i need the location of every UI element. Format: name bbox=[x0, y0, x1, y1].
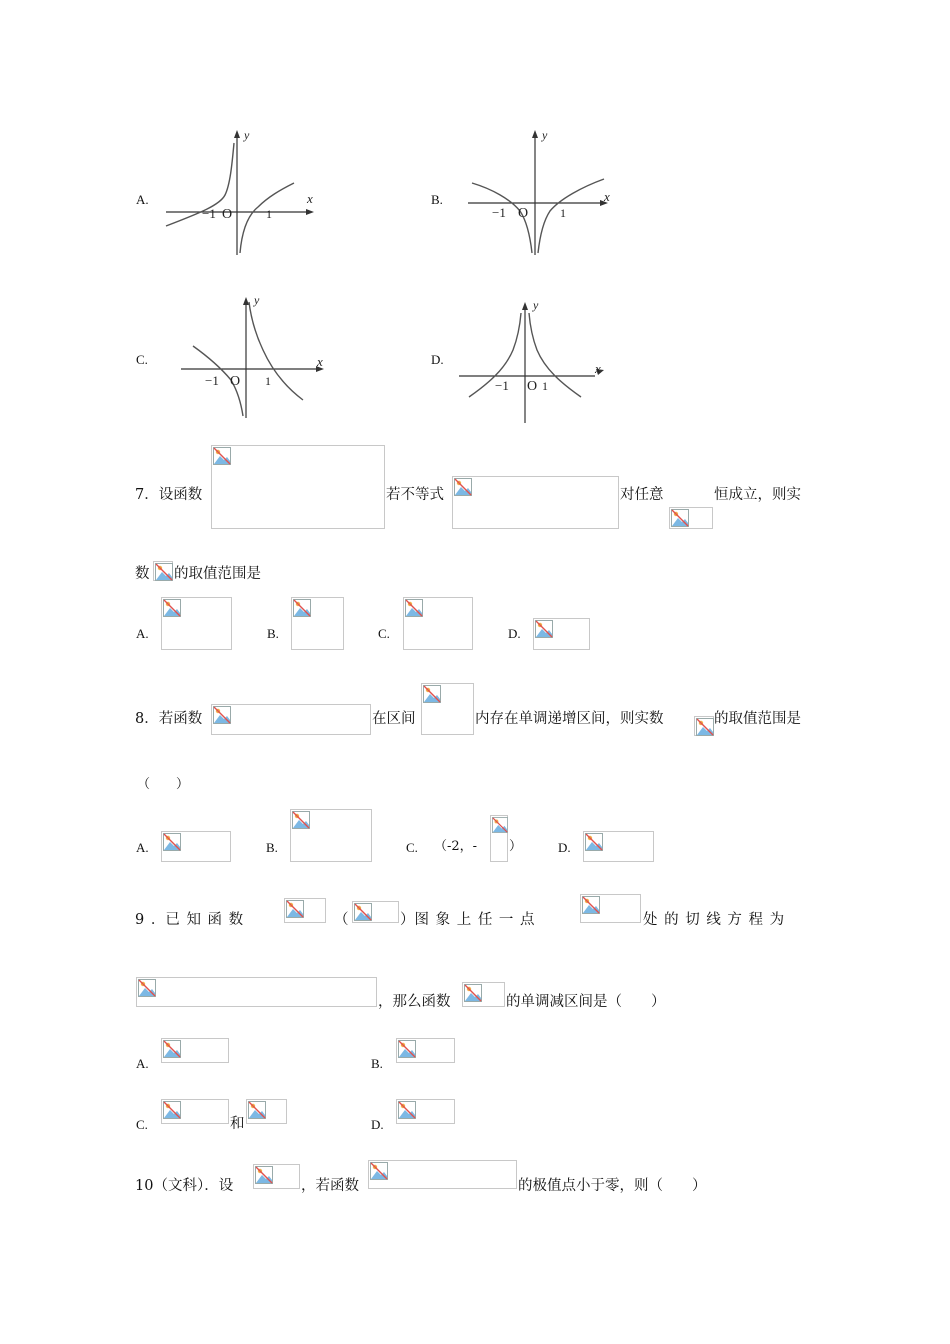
q9-option-b-label: B. bbox=[371, 1056, 383, 1071]
broken-image-icon bbox=[423, 685, 441, 703]
q7-option-c-label: C. bbox=[378, 626, 390, 641]
q10-variable-image bbox=[253, 1164, 300, 1189]
graph-d-origin: O bbox=[527, 379, 538, 394]
broken-image-icon bbox=[163, 1101, 181, 1119]
q7-inequality-image bbox=[452, 476, 619, 529]
broken-image-icon bbox=[354, 903, 372, 921]
graph-d-tick-1: 1 bbox=[542, 379, 548, 393]
broken-image-icon bbox=[454, 478, 472, 496]
q8-text-4: 的取值范围是 bbox=[714, 711, 801, 727]
broken-image-icon bbox=[696, 718, 714, 736]
q9-option-c-and: 和 bbox=[230, 1116, 245, 1132]
q9-option-c-label: C. bbox=[136, 1117, 148, 1132]
graph-a-tick-1: 1 bbox=[266, 207, 272, 221]
broken-image-icon bbox=[292, 811, 310, 829]
broken-image-icon bbox=[155, 563, 173, 581]
graph-c-tick-neg1: −1 bbox=[205, 373, 219, 388]
q8-option-a-image bbox=[161, 831, 231, 862]
q8-option-d-label: D. bbox=[558, 840, 571, 855]
q9-option-b-image bbox=[396, 1038, 455, 1063]
q9-text-3: ）图 象 上 任 一 点 bbox=[400, 912, 535, 928]
q8-variable-image bbox=[694, 716, 714, 736]
broken-image-icon bbox=[582, 896, 600, 914]
q9-option-a-label: A. bbox=[136, 1056, 149, 1071]
graph-c-y-label: y bbox=[254, 293, 260, 307]
q7-function-formula-image bbox=[211, 445, 385, 529]
graph-a-tick-neg1: −1 bbox=[202, 206, 216, 221]
q10-text-2: ，若函数 bbox=[301, 1178, 359, 1194]
q7-option-d-label: D. bbox=[508, 626, 521, 641]
broken-image-icon bbox=[398, 1040, 416, 1058]
graph-b-origin: O bbox=[518, 206, 529, 221]
q8-text-3: 内存在单调递增区间，则实数 bbox=[475, 711, 664, 727]
broken-image-icon bbox=[138, 979, 156, 997]
q7-option-b-label: B. bbox=[267, 626, 279, 641]
q9-condition-image bbox=[352, 901, 399, 923]
broken-image-icon bbox=[286, 900, 304, 918]
q9-function-image bbox=[284, 898, 326, 923]
q8-option-b-image bbox=[290, 809, 372, 862]
q9-option-c-image-2 bbox=[246, 1099, 287, 1124]
q7-text-3: 对任意 bbox=[620, 487, 664, 503]
graph-d-x-label: x bbox=[595, 361, 601, 376]
q10-text-1: 10（文科）．设 bbox=[135, 1178, 234, 1194]
q7-text-4: 恒成立，则实 bbox=[714, 487, 801, 503]
graph-c-tick-1: 1 bbox=[265, 374, 271, 388]
q8-option-c-text: （-2，- bbox=[434, 839, 478, 854]
q9-point-image bbox=[580, 894, 641, 923]
graph-b-x-label: x bbox=[604, 189, 610, 204]
q8-text-1: 8．若函数 bbox=[135, 711, 203, 727]
q9-text-4: 处 的 切 线 方 程 为 bbox=[643, 912, 785, 928]
q8-answer-paren: （ ） bbox=[137, 777, 190, 792]
q7-text-5: 数 bbox=[135, 566, 150, 582]
broken-image-icon bbox=[248, 1101, 266, 1119]
broken-image-icon bbox=[293, 599, 311, 617]
q8-function-image bbox=[211, 704, 371, 735]
broken-image-icon bbox=[492, 817, 508, 833]
option-d-label: D. bbox=[431, 352, 444, 367]
q9-option-a-image bbox=[161, 1038, 229, 1063]
graph-c-x-label: x bbox=[317, 354, 323, 369]
q9-function-2-image bbox=[462, 982, 505, 1007]
graph-b-y-label: y bbox=[542, 128, 548, 142]
q7-domain-image bbox=[669, 507, 713, 529]
q7-text-2: 若不等式 bbox=[386, 487, 444, 503]
q7-text-1: 7．设函数 bbox=[135, 487, 203, 503]
broken-image-icon bbox=[535, 620, 553, 638]
broken-image-icon bbox=[163, 1040, 181, 1058]
q9-text-2: （ bbox=[334, 912, 349, 928]
broken-image-icon bbox=[213, 447, 231, 465]
graph-a-x-label: x bbox=[307, 191, 313, 206]
q8-option-b-label: B. bbox=[266, 840, 278, 855]
graph-option-a bbox=[160, 125, 320, 260]
q7-option-a-image bbox=[161, 597, 232, 650]
broken-image-icon bbox=[585, 833, 603, 851]
q9-text-6: 的单调减区间是（ ） bbox=[506, 994, 666, 1010]
graph-option-b bbox=[462, 125, 622, 260]
q9-option-d-image bbox=[396, 1099, 455, 1124]
graph-b-tick-1: 1 bbox=[560, 206, 566, 220]
q9-tangent-equation-image bbox=[136, 977, 377, 1007]
broken-image-icon bbox=[405, 599, 423, 617]
broken-image-icon bbox=[671, 509, 689, 527]
graph-d-y-label: y bbox=[533, 298, 539, 312]
q8-option-c-label: C. bbox=[406, 840, 418, 855]
q9-text-5: ，那么函数 bbox=[378, 994, 451, 1010]
q10-function-image bbox=[368, 1160, 517, 1189]
q7-option-d-image bbox=[533, 618, 590, 650]
q7-text-6: 的取值范围是 bbox=[174, 566, 261, 582]
graph-d-tick-neg1: −1 bbox=[495, 378, 509, 393]
broken-image-icon bbox=[464, 984, 482, 1002]
option-b-label: B. bbox=[431, 192, 443, 207]
q8-option-c-close: ） bbox=[509, 839, 523, 854]
graph-b-tick-neg1: −1 bbox=[492, 205, 506, 220]
graph-c-origin: O bbox=[230, 374, 241, 389]
q7-option-b-image bbox=[291, 597, 344, 650]
q8-option-d-image bbox=[583, 831, 654, 862]
graph-option-c bbox=[177, 288, 337, 423]
q9-text-1: 9 ．已 知 函 数 bbox=[135, 912, 244, 928]
q8-option-a-label: A. bbox=[136, 840, 149, 855]
q8-option-c-image bbox=[490, 815, 508, 862]
broken-image-icon bbox=[163, 833, 181, 851]
q9-option-c-image-1 bbox=[161, 1099, 229, 1124]
q8-text-2: 在区间 bbox=[372, 711, 416, 727]
graph-option-d bbox=[455, 295, 615, 427]
q10-text-3: 的极值点小于零，则（ ） bbox=[518, 1178, 707, 1194]
q9-option-d-label: D. bbox=[371, 1117, 384, 1132]
broken-image-icon bbox=[163, 599, 181, 617]
graph-a-origin: O bbox=[222, 207, 233, 222]
option-a-label: A. bbox=[136, 192, 149, 207]
q7-variable-image bbox=[153, 561, 173, 581]
graph-a-y-label: y bbox=[244, 128, 250, 142]
broken-image-icon bbox=[370, 1162, 388, 1180]
q7-option-a-label: A. bbox=[136, 626, 149, 641]
option-c-label: C. bbox=[136, 352, 148, 367]
broken-image-icon bbox=[255, 1166, 273, 1184]
broken-image-icon bbox=[398, 1101, 416, 1119]
q7-option-c-image bbox=[403, 597, 473, 650]
q8-interval-image bbox=[421, 683, 474, 735]
broken-image-icon bbox=[213, 706, 231, 724]
